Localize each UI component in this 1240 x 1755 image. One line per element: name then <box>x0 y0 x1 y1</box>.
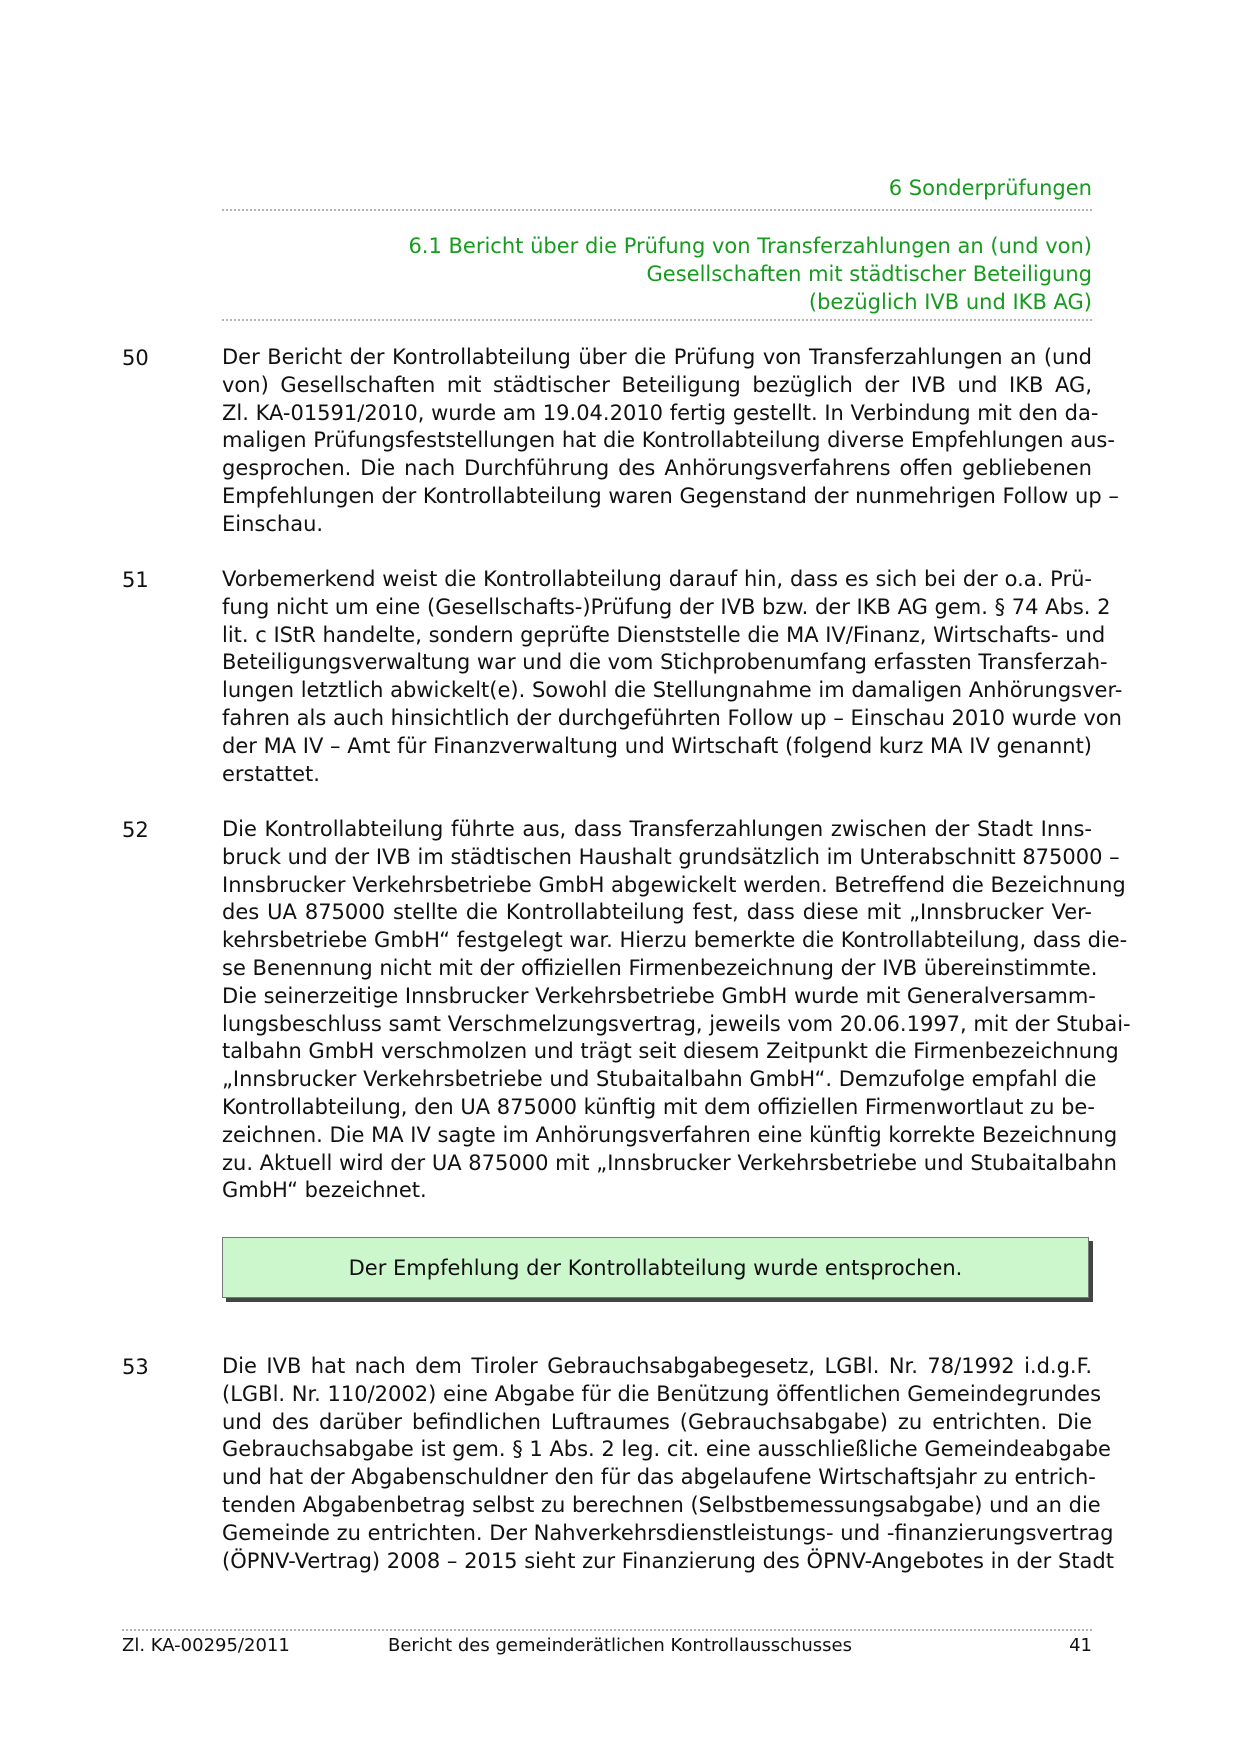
text-line: lungsbeschluss samt Verschmelzungsvertrag, jeweils vom 20.06.1997, mit der Stubai- <box>222 1011 1131 1036</box>
text-line: von) Gesellschaften mit städtischer Beteiligung bezüglich der IVB und IKB AG, <box>222 372 1092 397</box>
footer-reference: Zl. KA-00295/2011 <box>122 1635 290 1656</box>
section-heading-line: 6.1 Bericht über die Prüfung von Transferzahlungen an (und von) <box>408 234 1092 258</box>
text-line: Vorbemerkend weist die Kontrollabteilung darauf hin, dass es sich bei der o.a. Prü- <box>222 567 1092 591</box>
paragraph-number: 51 <box>122 568 149 592</box>
text-line: lungen letztlich abwickelt(e). Sowohl die Stellungnahme im damaligen Anhörungsver- <box>222 678 1123 703</box>
text-line: der MA IV – Amt für Finanzverwaltung und Wirtschaft (folgend kurz MA IV genannt) <box>222 733 1092 758</box>
text-line: Kontrollabteilung, den UA 875000 künftig mit dem offiziellen Firmenwortlaut zu be- <box>222 1094 1095 1119</box>
text-line: tenden Abgabenbetrag selbst zu berechnen (Selbstbemessungsabgabe) und an die <box>222 1492 1101 1517</box>
text-line: Gebrauchsabgabe ist gem. § 1 Abs. 2 leg. cit. eine ausschließliche Gemeindeabgabe <box>222 1437 1111 1462</box>
text-line: Einschau. <box>222 511 324 536</box>
text-line: zu. Aktuell wird der UA 875000 mit „Innsbrucker Verkehrsbetriebe und Stubaitalbahn <box>222 1150 1117 1175</box>
text-line: Gemeinde zu entrichten. Der Nahverkehrsdienstleistungs- und -finanzierungsvertrag <box>222 1520 1114 1545</box>
text-line: GmbH“ bezeichnet. <box>222 1178 427 1203</box>
paragraph-52 <box>222 816 1131 1205</box>
paragraph-number: 52 <box>122 818 149 842</box>
text-line: Beteiligungsverwaltung war und die vom Stichprobenumfang erfassten Transferzah- <box>222 650 1108 675</box>
text-line: fung nicht um eine (Gesellschafts-)Prüfung der IVB bzw. der IKB AG gem. § 74 Abs. 2 <box>222 594 1111 619</box>
paragraph-51 <box>222 566 1123 788</box>
text-line: zeichnen. Die MA IV sagte im Anhörungsverfahren eine künftig korrekte Bezeichnung <box>222 1122 1118 1147</box>
text-line: erstattet. <box>222 761 320 786</box>
text-line: (ÖPNV-Vertrag) 2008 – 2015 sieht zur Finanzierung des ÖPNV-Angebotes in der Stadt <box>222 1548 1114 1573</box>
chapter-divider <box>222 209 1092 211</box>
text-line: se Benennung nicht mit der offiziellen Firmenbezeichnung der IVB übereinstimmte. <box>222 955 1098 980</box>
paragraph-number: 50 <box>122 346 149 370</box>
footer-title: Bericht des gemeinderätlichen Kontrollausschusses <box>387 1635 853 1656</box>
paragraph-number: 53 <box>122 1355 149 1379</box>
section-divider <box>222 319 1092 321</box>
text-line: gesprochen. Die nach Durchführung des Anhörungsverfahrens offen gebliebenen <box>222 456 1092 481</box>
text-line: Die seinerzeitige Innsbrucker Verkehrsbetriebe GmbH wurde mit Generalversamm- <box>222 983 1096 1008</box>
text-line: bruck und der IVB im städtischen Haushalt grundsätzlich im Unterabschnitt 875000 – <box>222 844 1120 869</box>
paragraph-50 <box>222 344 1119 539</box>
text-line: Empfehlungen der Kontrollabteilung waren Gegenstand der nunmehrigen Follow up – <box>222 483 1119 508</box>
text-line: Zl. KA-01591/2010, wurde am 19.04.2010 fertig gestellt. In Verbindung mit den da- <box>222 400 1099 425</box>
text-line: (LGBl. Nr. 110/2002) eine Abgabe für die Benützung öffentlichen Gemeindegrundes <box>222 1381 1102 1406</box>
recommendation-text: Der Empfehlung der Kontrollabteilung wurde entsprochen. <box>348 1255 963 1280</box>
paragraph-53 <box>222 1353 1114 1575</box>
text-line: und des darüber befindlichen Luftraumes (Gebrauchsabgabe) zu entrichten. Die <box>222 1409 1092 1434</box>
text-line: und hat der Abgabenschuldner den für das abgelaufene Wirtschaftsjahr zu entrich- <box>222 1465 1096 1490</box>
chapter-heading: 6 Sonderprüfungen <box>888 176 1092 200</box>
text-line: Die Kontrollabteilung führte aus, dass Transferzahlungen zwischen der Stadt Inns- <box>222 817 1092 841</box>
text-line: lit. c IStR handelte, sondern geprüfte Dienststelle die MA IV/Finanz, Wirtschafts- und <box>222 622 1106 647</box>
text-line: maligen Prüfungsfeststellungen hat die Kontrollabteilung diverse Empfehlungen aus- <box>222 428 1115 453</box>
text-line: talbahn GmbH verschmolzen und trägt seit diesem Zeitpunkt die Firmenbezeichnung <box>222 1039 1119 1064</box>
text-line: des UA 875000 stellte die Kontrollabteilung fest, dass diese mit „Innsbrucker Ver- <box>222 900 1092 925</box>
section-heading-line: Gesellschaften mit städtischer Beteiligung <box>646 262 1092 286</box>
recommendation-box <box>222 1237 1089 1298</box>
page-number: 41 <box>1069 1635 1092 1656</box>
footer-divider <box>122 1629 1092 1631</box>
text-line: kehrsbetriebe GmbH“ festgelegt war. Hierzu bemerkte die Kontrollabteilung, dass die- <box>222 928 1128 953</box>
section-heading-line: (bezüglich IVB und IKB AG) <box>808 290 1092 314</box>
section-heading <box>222 232 1092 316</box>
text-line: „Innsbrucker Verkehrsbetriebe und Stubaitalbahn GmbH“. Demzufolge empfahl die <box>222 1067 1097 1092</box>
text-line: Die IVB hat nach dem Tiroler Gebrauchsabgabegesetz, LGBl. Nr. 78/1992 i.d.g.F. <box>222 1354 1092 1378</box>
text-line: fahren als auch hinsichtlich der durchgeführten Follow up – Einschau 2010 wurde von <box>222 705 1122 730</box>
text-line: Der Bericht der Kontrollabteilung über die Prüfung von Transferzahlungen an (und <box>222 345 1092 369</box>
text-line: Innsbrucker Verkehrsbetriebe GmbH abgewickelt werden. Betreffend die Bezeichnung <box>222 872 1126 897</box>
